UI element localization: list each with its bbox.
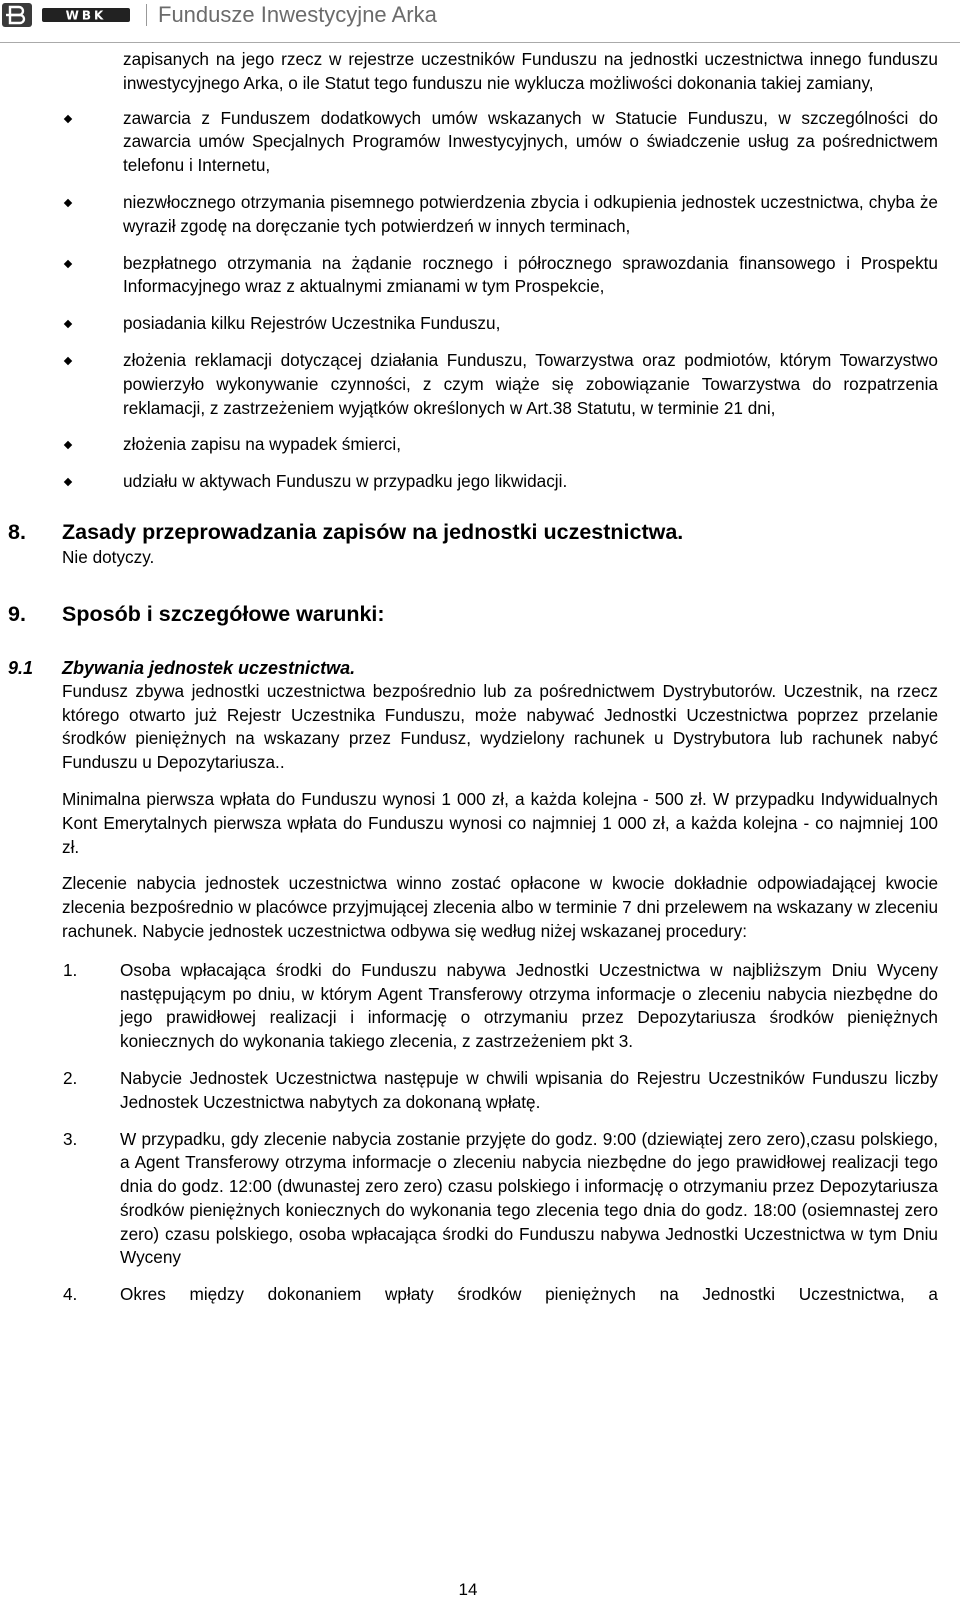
bullet-diamond-icon [64,478,72,486]
section-number: 9. [8,601,26,626]
section-title: Zasady przeprowadzania zapisów na jednostki uczestnictwa. [62,519,684,544]
bullet-item [123,191,938,239]
page-number: 14 [458,1580,478,1599]
bullet-item [123,470,938,494]
list-number: 1. [63,959,78,980]
section-title: Sposób i szczegółowe warunki: [62,601,385,626]
list-number: 4. [63,1284,78,1305]
paragraph: Fundusz zbywa jednostki uczestnictwa bezpośrednio lub za pośrednictwem Dystrybutorów. Uczestnik, na rzecz którego otwarto już Rejestr Uczestnika Funduszu, może nabywać Jednostki Uczestnictwa poprzez przelanie środków pieniężnych na wskazany przez Fundusz, wydzielony rachunek u Dystrybutora lub rachunek nabyć Funduszu u Depozytariusza.. [62,680,938,773]
list-item [63,1128,938,1271]
list-text: W przypadku, gdy zlecenie nabycia zostanie przyjęte do godz. 9:00 (dziewiątej zero zero),czasu polskiego, a Agent Transferowy otrzyma informacje o zleceniu nabycia niezbędne do jego prawidłowej realizacji tego dnia do godz. 12:00 (dwunastej zero zero) czasu polskiego i informację o otrzymaniu przez Depozytariusza środków pieniężnych koniecznych do wykonania tego zlecenia tego dnia do godz. 18:00 (osiemnastej zero zero) czasu polskiego, osoba wpłacająca środki do Funduszu nabywa Jednostki Uczestnictwa w tym Dniu Wyceny [120,1128,938,1268]
bullet-item [123,312,938,336]
bullet-text: niezwłocznego otrzymania pisemnego potwierdzenia zbycia i odkupienia jednostek uczestnictwa, chyba że wyraził zgodę na doręczanie tych potwierdzeń w innych terminach, [123,191,938,236]
wbk-logo-icon [42,7,130,23]
header-rule [0,42,960,43]
bullet-text: posiadania kilku Rejestrów Uczestnika Funduszu, [123,313,501,334]
section-9-1-heading [8,656,960,680]
list-item [63,1283,938,1307]
header-title: Fundusze Inwestycyjne Arka [158,2,437,27]
list-number: 3. [63,1128,78,1149]
bullet-diamond-icon [64,320,72,328]
bullet-text: złożenia zapisu na wypadek śmierci, [123,434,401,455]
header-divider [146,4,147,26]
paragraph: Zlecenie nabycia jednostek uczestnictwa winno zostać opłacone w kwocie dokładnie odpowiadającej kwocie zlecenia bezpośrednio w placówce przyjmującej zlecenia albo w terminie 7 dni przelewem na wskazany w zleceniu rachunek. Nabycie jednostek uczestnictwa odbywa się według niżej wskazanej procedury: [62,873,938,941]
section-title: Zbywania jednostek uczestnictwa. [62,657,356,678]
bullet-item [123,349,938,420]
section-number: 8. [8,519,26,544]
bullet-item [123,433,938,457]
list-item [63,1067,938,1115]
continuation-paragraph: zapisanych na jego rzecz w rejestrze uczestników Funduszu na jednostki uczestnictwa innego funduszu inwestycyjnego Arka, o ile Statut tego funduszu nie wyklucza możliwości dokonania takiej zamiany, [123,49,938,93]
section-9-heading [8,600,960,628]
procedure-list [8,959,960,1307]
document-body [8,48,960,1307]
page-header [0,0,960,30]
bullet-diamond-icon [64,259,72,267]
list-text: Nabycie Jednostek Uczestnictwa następuje w chwili wpisania do Rejestru Uczestników Funduszu liczby Jednostek Uczestnictwa nabytych za dokonaną wpłatę. [120,1067,938,1112]
bullet-diamond-icon [64,357,72,365]
bullet-text: zawarcia z Funduszem dodatkowych umów wskazanych w Statucie Funduszu, w szczególności do zawarcia umów Specjalnych Programów Inwestycyjnych, umów o świadczenie usług za pośrednictwem telefonu i Internetu, [123,107,938,176]
list-item [63,959,938,1054]
bullet-text: złożenia reklamacji dotyczącej działania Funduszu, Towarzystwa oraz podmiotów, którym Towarzystwo powierzyło wykonywanie czynności, z czym wiąże się zobowiązanie Towarzystwa do rozpatrzenia reklamacji, z zastrzeżeniem wyjątków określonych w Art.38 Statutu, w terminie 21 dni, [123,349,938,418]
bullet-text: udziału w aktywach Funduszu w przypadku jego likwidacji. [123,471,568,492]
bullet-text: bezpłatnego otrzymania na żądanie rocznego i półrocznego sprawozdania finansowego i Prospektu Informacyjnego wraz z aktualnymi zmianami w tym Prospekcie, [123,252,938,297]
list-text: Osoba wpłacająca środki do Funduszu nabywa Jednostki Uczestnictwa w najbliższym Dniu Wyceny następującym po dniu, w którym Agent Transferowy otrzyma informacje o zleceniu nabycia niezbędne do jego prawidłowej realizacji i informację o otrzymaniu przez Depozytariusza środków pieniężnych koniecznych do wykonania takiego zlecenia, z zastrzeżeniem pkt 3. [120,959,938,1052]
list-number: 2. [63,1067,78,1088]
paragraph: Minimalna pierwsza wpłata do Funduszu wynosi 1 000 zł, a każda kolejna - 500 zł. W przypadku Indywidualnych Kont Emerytalnych pierwsza wpłata do Funduszu wynosi co najmniej 1 000 zł, a każda kolejna - co najmniej 100 zł. [62,788,938,857]
bullet-diamond-icon [64,199,72,207]
section-8-heading [8,518,960,546]
bullet-diamond-icon [64,114,72,122]
bullet-item [123,107,938,178]
bullet-item [123,252,938,300]
bullet-diamond-icon [64,441,72,449]
list-text: Okres między dokonaniem wpłaty środków pieniężnych na Jednostki Uczestnictwa, a [120,1284,938,1305]
bz-logo-icon [2,3,32,27]
wbk-logo-text: WBK [65,8,107,23]
section-8-body: Nie dotyczy. [62,546,155,567]
section-number: 9.1 [8,657,34,678]
